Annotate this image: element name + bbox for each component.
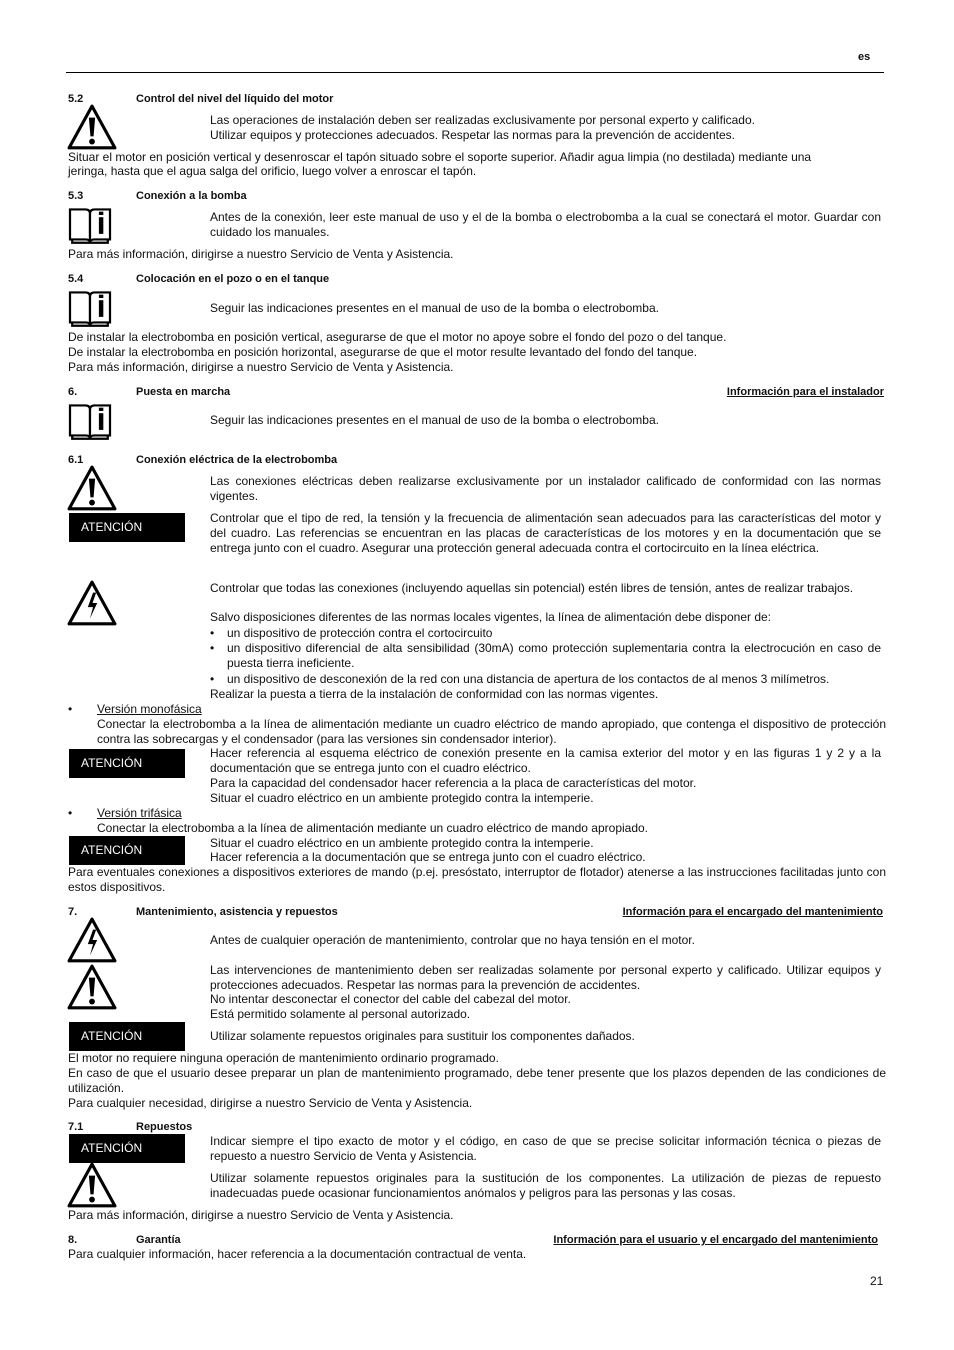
section-title: Control del nivel del líquido del motor — [136, 93, 334, 105]
header-rule — [66, 72, 884, 73]
info-text: Antes de la conexión, leer este manual de uso y el de la bomba o electrobomba a la cual se conectará el motor. Guardar con cuidado los manuales. — [210, 210, 881, 239]
attention-text: Para la capacidad del condensador hacer referencia a la placa de características del motor. — [210, 776, 697, 790]
section-number: 8. — [68, 1234, 78, 1246]
attention-text: Situar el cuadro eléctrico en un ambiente protegido contra la intemperie. — [210, 836, 594, 850]
audience-label: Información para el usuario y el encargado del mantenimiento — [553, 1234, 878, 1246]
attention-badge: ATENCIÓN — [69, 513, 185, 542]
body-text: En caso de que el usuario desee preparar un plan de mantenimiento programado, debe tener presente que los plazos dependen de las condiciones de utilización. — [68, 1066, 886, 1095]
section-number: 6. — [68, 386, 78, 398]
warning-text: Las conexiones eléctricas deben realizarse exclusivamente por un instalador calificado de conformidad con las normas vigentes. — [210, 474, 881, 503]
audience-label: Información para el encargado del mantenimiento — [622, 906, 883, 918]
info-text: Seguir las indicaciones presentes en el manual de uso de la bomba o electrobomba. — [210, 413, 659, 427]
section-title: Conexión a la bomba — [136, 190, 247, 202]
audience-label: Información para el instalador — [726, 386, 884, 398]
subsection-title: Versión trifásica — [97, 806, 182, 820]
section-number: 7. — [68, 906, 78, 918]
section-title: Conexión eléctrica de la electrobomba — [136, 454, 338, 466]
warning-text: No intentar desconectar el conector del cable del cabezal del motor. — [210, 992, 571, 1006]
body-text: De instalar la electrobomba en posición horizontal, asegurarse de que el motor resulte levantado del fondo del tanque. — [68, 345, 698, 359]
attention-badge: ATENCIÓN — [69, 836, 185, 865]
warning-text: Las operaciones de instalación deben ser realizadas exclusivamente por personal experto y calificado. — [210, 113, 755, 127]
bullet: • — [68, 702, 73, 716]
body-text: Para más información, dirigirse a nuestro Servicio de Venta y Asistencia. — [68, 1208, 454, 1222]
manual-info-icon — [67, 205, 113, 245]
attention-text: Situar el cuadro eléctrico en un ambiente protegido contra la intemperie. — [210, 791, 594, 805]
attention-text: Controlar que el tipo de red, la tensión y la frecuencia de alimentación sean adecuados para las características del motor y del cuadro. Las referencias se encuentran en las placas de características de los motores y en la documentación que se entrega junto con el cuadro. Asegurar una protección general adecuada contra el cortocircuito en la línea eléctrica. — [210, 511, 881, 555]
body-text: Para eventuales conexiones a dispositivos exteriores de mando (p.ej. presóstato, interruptor de flotador) atenerse a las instrucciones facilitadas junto con estos dispositivos. — [68, 865, 886, 894]
warning-triangle-icon — [67, 104, 117, 150]
language-code: es — [858, 51, 871, 63]
attention-badge: ATENCIÓN — [69, 1134, 185, 1163]
attention-text: Utilizar solamente repuestos originales para sustituir los componentes dañados. — [210, 1029, 635, 1043]
body-text: jeringa, hasta que el agua salga del orificio, luego volver a enroscar el tapón. — [68, 164, 477, 178]
body-text: Para cualquier información, hacer referencia a la documentación contractual de venta. — [68, 1247, 527, 1261]
electric-warning-text: Realizar la puesta a tierra de la instalación de conformidad con las normas vigentes. — [210, 687, 659, 701]
attention-text: Hacer referencia a la documentación que se entrega junto con el cuadro eléctrico. — [210, 850, 646, 864]
attention-text: Hacer referencia al esquema eléctrico de conexión presente en la camisa exterior del motor y en las figuras 1 y 2 y a la documentación que se entrega junto con el cuadro eléctrico. — [210, 746, 881, 775]
warning-text: Utilizar equipos y protecciones adecuados. Respetar las normas para la prevención de accidentes. — [210, 128, 735, 142]
electric-warning-text: Antes de cualquier operación de mantenimiento, controlar que no haya tensión en el motor. — [210, 933, 695, 947]
subsection-title: Versión monofásica — [97, 702, 202, 716]
section-number: 5.2 — [68, 93, 84, 105]
body-text: Para más información, dirigirse a nuestro Servicio de Venta y Asistencia. — [68, 360, 454, 374]
attention-badge: ATENCIÓN — [69, 749, 185, 778]
section-number: 5.4 — [68, 273, 84, 285]
warning-text: Está permitido solamente al personal autorizado. — [210, 1007, 471, 1021]
warning-triangle-icon — [67, 964, 117, 1010]
section-title: Puesta en marcha — [136, 386, 231, 398]
manual-info-icon — [67, 288, 113, 328]
warning-triangle-icon — [67, 465, 117, 511]
body-text: El motor no requiere ninguna operación de mantenimiento ordinario programado. — [68, 1051, 499, 1065]
attention-badge: ATENCIÓN — [69, 1022, 185, 1051]
electric-warning-text: Salvo disposiciones diferentes de las normas locales vigentes, la línea de alimentación debe disponer de: — [210, 610, 772, 624]
body-text: Para cualquier necesidad, dirigirse a nuestro Servicio de Venta y Asistencia. — [68, 1096, 473, 1110]
section-number: 7.1 — [68, 1121, 84, 1133]
electric-hazard-icon — [67, 917, 117, 963]
body-text: De instalar la electrobomba en posición vertical, asegurarse de que el motor no apoye sobre el fondo del pozo o del tanque. — [68, 330, 727, 344]
electric-hazard-icon — [67, 580, 117, 626]
bullet: • — [68, 806, 73, 820]
info-text: Seguir las indicaciones presentes en el manual de uso de la bomba o electrobomba. — [210, 301, 659, 315]
warning-text: Las intervenciones de mantenimiento deben ser realizadas solamente por personal experto y calificado. Utilizar equipos y protecciones adecuados. Respetar las normas para la prevención de accidentes. — [210, 963, 881, 992]
warning-triangle-icon — [67, 1162, 117, 1208]
section-title: Repuestos — [136, 1121, 193, 1133]
section-number: 5.3 — [68, 190, 84, 202]
body-text: Conectar la electrobomba a la línea de alimentación mediante un cuadro eléctrico de mando apropiado, que contenga el dispositivo de protección contra las sobrecargas y el condensador (para las versiones sin condensador interior). — [97, 717, 886, 746]
body-text: Situar el motor en posición vertical y desenroscar el tapón situado sobre el soporte superior. Añadir agua limpia (no destilada) mediante una — [68, 150, 812, 164]
attention-text: Indicar siempre el tipo exacto de motor y el código, en caso de que se precise solicitar información técnica o piezas de repuesto a nuestro Servicio de Venta y Asistencia. — [210, 1134, 881, 1163]
body-text: Para más información, dirigirse a nuestro Servicio de Venta y Asistencia. — [68, 247, 454, 261]
section-title: Garantía — [136, 1234, 181, 1246]
section-title: Colocación en el pozo o en el tanque — [136, 273, 330, 285]
manual-info-icon — [67, 401, 113, 441]
list-item: • un dispositivo de protección contra el cortocircuito — [210, 626, 493, 640]
section-number: 6.1 — [68, 454, 84, 466]
list-item: • un dispositivo diferencial de alta sensibilidad (30mA) como protección suplementaria contra la electrocución en caso de puesta tierra ineficiente. — [210, 641, 881, 670]
electric-warning-text: Controlar que todas las conexiones (incluyendo aquellas sin potencial) estén libres de tensión, antes de realizar trabajos. — [210, 581, 854, 595]
body-text: Conectar la electrobomba a la línea de alimentación mediante un cuadro eléctrico de mando apropiado. — [97, 821, 649, 835]
page-number: 21 — [870, 1274, 884, 1288]
list-item: • un dispositivo de desconexión de la red con una distancia de apertura de los contactos de al menos 3 milímetros. — [210, 672, 830, 686]
section-title: Mantenimiento, asistencia y repuestos — [136, 906, 338, 918]
warning-text: Utilizar solamente repuestos originales para la sustitución de los componentes. La utilización de piezas de repuesto inadecuadas puede ocasionar funcionamientos anómalos y peligros para las personas y las cosas. — [210, 1171, 881, 1200]
